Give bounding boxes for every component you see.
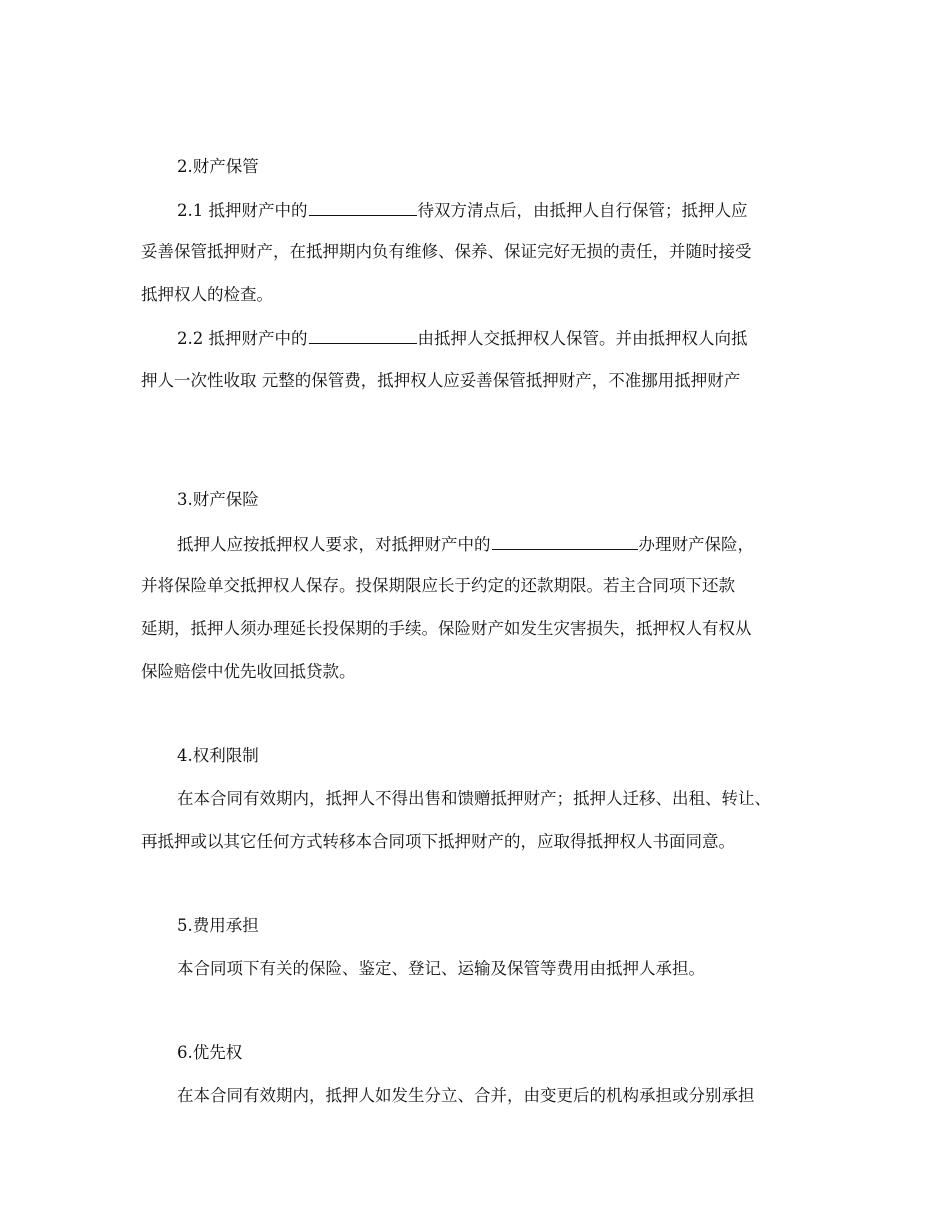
section-3-text-4: 保险赔偿中优先收回抵贷款。	[141, 662, 356, 681]
document-page	[141, 0, 813, 1230]
section-2-1-line-2	[141, 240, 813, 264]
section-4-text-1: 在本合同有效期内，抵押人不得出售和馈赠抵押财产；抵押人迁移、出租、转让、	[177, 789, 771, 808]
blank-fill-line	[309, 326, 417, 344]
section-3-heading	[141, 488, 849, 512]
section-5-heading	[141, 914, 849, 938]
section-2-2-text-a: 2.2 抵押财产中的	[177, 329, 308, 348]
section-3-text-a: 抵押人应按抵押权人要求，对抵押财产中的	[177, 535, 491, 554]
section-3-text-2: 并将保险单交抵押权人保存。投保期限应长于约定的还款期限。若主合同项下还款	[141, 576, 735, 595]
section-5-heading-text: 5.费用承担	[177, 916, 259, 935]
section-2-1-line-3	[141, 283, 813, 307]
section-2-2-text-b: 由抵押人交抵押权人保管。并由抵押权人向抵	[417, 329, 748, 348]
section-4-line-2	[141, 830, 813, 854]
section-6-heading	[141, 1041, 849, 1065]
section-2-1-text-2: 妥善保管抵押财产，在抵押期内负有维修、保养、保证完好无损的责任，并随时接受	[141, 242, 752, 261]
section-4-heading	[141, 744, 849, 768]
section-5-line-1	[141, 957, 849, 981]
section-3-heading-text: 3.财产保险	[177, 490, 259, 509]
section-2-1-text-3: 抵押权人的检查。	[141, 285, 273, 304]
section-4-heading-text: 4.权利限制	[177, 746, 259, 765]
section-2-1-text-b: 待双方清点后，由抵押人自行保管；抵押人应	[417, 201, 748, 220]
blank-fill-line	[492, 532, 638, 550]
blank-fill-line	[309, 198, 417, 216]
section-3-line-4	[141, 660, 813, 684]
section-2-1-text-a: 2.1 抵押财产中的	[177, 201, 308, 220]
section-6-text-1: 在本合同有效期内，抵押人如发生分立、合并，由变更后的机构承担或分别承担	[177, 1086, 755, 1105]
section-2-2-line-2	[141, 369, 813, 393]
section-2-heading-text: 2.财产保管	[177, 157, 259, 176]
section-6-heading-text: 6.优先权	[177, 1043, 243, 1062]
section-4-text-2: 再抵押或以其它任何方式转移本合同项下抵押财产的，应取得抵押权人书面同意。	[141, 832, 735, 851]
section-3-line-3	[141, 617, 813, 641]
section-2-2-line-1	[141, 326, 849, 351]
section-2-2-text-2: 押人一次性收取 元整的保管费，抵押权人应妥善保管抵押财产，不准挪用抵押财产	[141, 371, 741, 390]
section-6-line-1	[141, 1084, 849, 1108]
section-3-text-3: 延期，抵押人须办理延长投保期的手续。保险财产如发生灾害损失，抵押权人有权从	[141, 619, 752, 638]
section-5-text-1: 本合同项下有关的保险、鉴定、登记、运输及保管等费用由抵押人承担。	[177, 959, 705, 978]
section-3-text-b: 办理财产保险，	[638, 535, 754, 554]
section-2-1-line-1	[141, 198, 849, 223]
section-2-heading	[141, 155, 849, 179]
section-3-line-1	[141, 532, 849, 557]
section-3-line-2	[141, 574, 813, 598]
section-4-line-1	[141, 787, 849, 811]
